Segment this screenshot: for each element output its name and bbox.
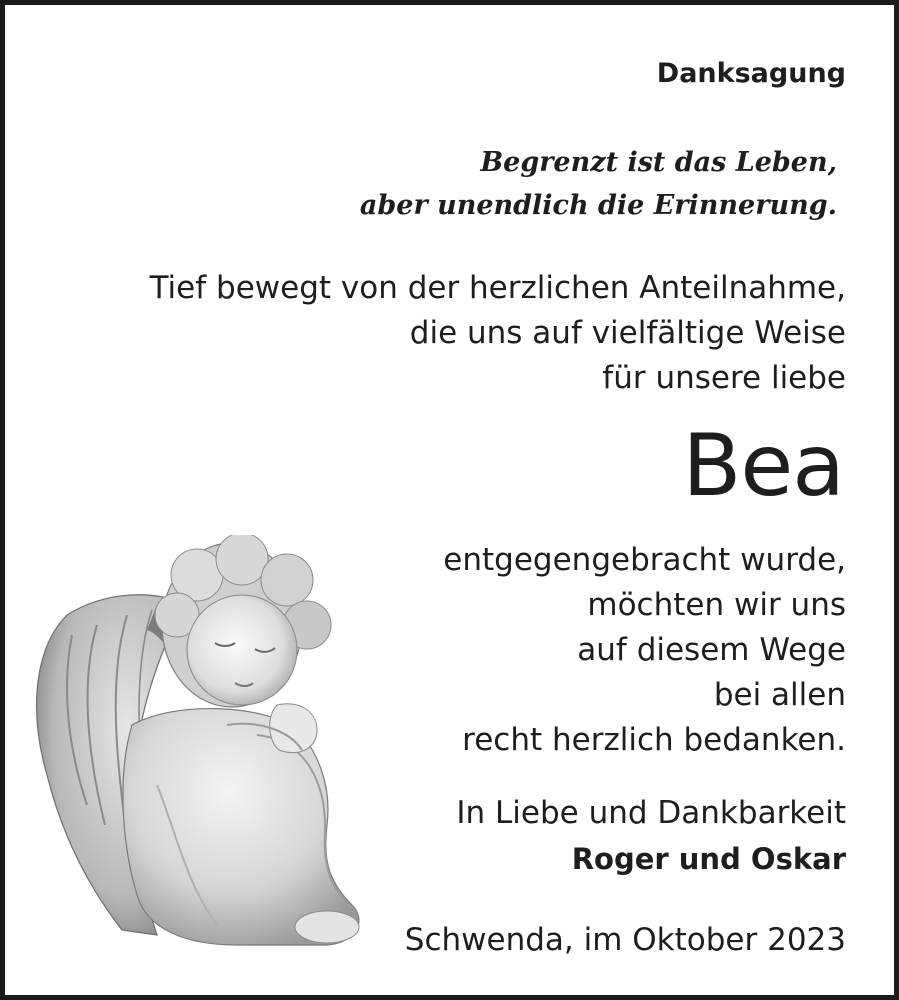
intro-line-1: Tief bewegt von der herzlichen Anteilnahme,	[149, 270, 846, 306]
intro-line-3: für unsere liebe	[602, 360, 846, 396]
quote-line-1: Begrenzt ist das Leben,	[480, 147, 837, 178]
intro-line-2: die uns auf vielfältige Weise	[409, 315, 846, 351]
thanks-line-1: entgegengebracht wurde,	[443, 542, 846, 578]
thanks-line-3: auf diesem Wege	[577, 632, 846, 668]
thanks-line-4: bei allen	[713, 677, 846, 713]
deceased-name: Bea	[682, 416, 844, 516]
notice-title: Danksagung	[656, 58, 846, 89]
place-date: Schwenda, im Oktober 2023	[404, 922, 846, 958]
signatories: Roger und Oskar	[571, 842, 846, 876]
body-shape	[123, 709, 359, 945]
thanks-line-5: recht herzlich bedanken.	[462, 722, 846, 758]
head-shape	[155, 535, 331, 707]
quote-line-2: aber unendlich die Erinnerung.	[359, 190, 837, 221]
thanks-line-2: möchten wir uns	[587, 587, 846, 623]
closing-line: In Liebe und Dankbarkeit	[456, 795, 846, 831]
angel-statue-image	[27, 535, 372, 960]
